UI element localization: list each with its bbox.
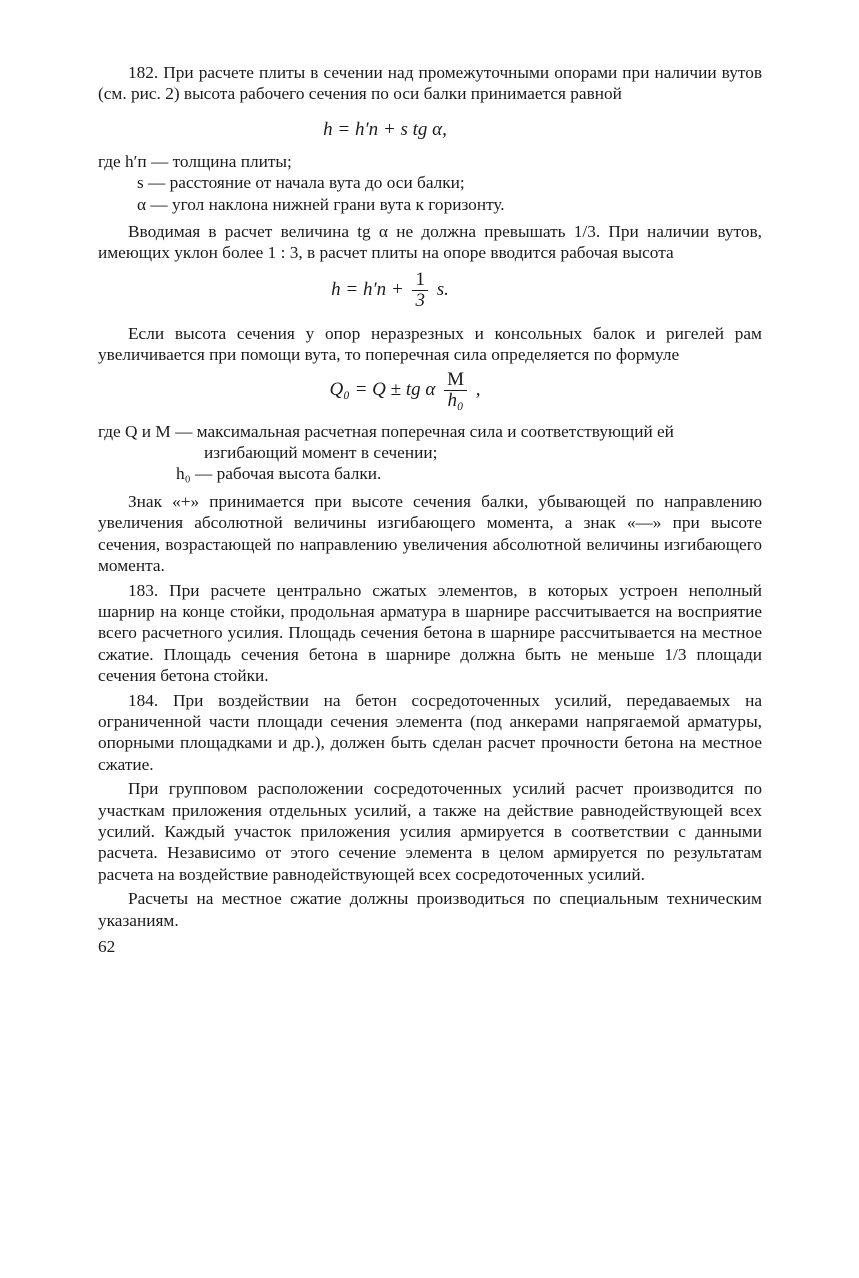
definition-haunch-distance: s — расстояние от начала вута до оси балки; — [137, 173, 465, 193]
definition-haunch-angle: α — угол наклона нижней грани вута к горизонту. — [137, 194, 505, 214]
definitions-block-2 — [98, 421, 762, 485]
equation-left: h = h′п + — [331, 278, 404, 300]
equation-left: Q₀ = Q ± tg α — [329, 378, 436, 400]
definition-slab-thickness: где h′п — толщина плиты; — [98, 151, 292, 171]
paragraph-184-group-loads: При групповом расположении сосредоточенных усилий расчет производится по участкам приложения отдельных усилий, а также на действие равнодействующей всех усилий. Каждый участок приложения усилия армируется в соответствии с данными расчета. Независимо от этого сечение элемента в целом армируется по результатам расчета на воздействие равнодействующей всех сосредоточенных усилий. — [98, 779, 762, 884]
paragraph-182-intro: 182. При расчете плиты в сечении над промежуточными опорами при наличии вутов (см. рис. 2) высота рабочего сечения по оси балки принимается равной — [98, 63, 762, 104]
fraction-denominator: 3 — [415, 289, 425, 311]
paragraph-182-shear-force: Если высота сечения у опор неразрезных и консольных балок и ригелей рам увеличивается при помощи вута, то поперечная сила определяется по формуле — [98, 323, 762, 365]
fraction-numerator: 1 — [412, 270, 428, 291]
paragraph-182-sign-rule: Знак «+» принимается при высоте сечения балки, убывающей по направлению увеличения абсолютной величины изгибающего момента, а знак «—» при высоте сечения, возрастающей по направлению увеличения абсолютной величины изгибающего момента. — [98, 491, 762, 576]
equation-shear-force — [48, 370, 762, 411]
fraction-one-third — [412, 270, 428, 311]
page-content — [98, 62, 762, 957]
paragraph-184-note: Расчеты на местное сжатие должны производиться по специальным техническим указаниям. — [98, 889, 762, 930]
equation-working-height — [18, 270, 762, 311]
paragraph-184: 184. При воздействии на бетон сосредоточенных усилий, передаваемых на ограниченной части площади сечения элемента (под анкерами напрягаемой арматуры, опорными площадками и др.), должен быть сделан расчет прочности бетона на местное сжатие. — [98, 690, 762, 774]
fraction-denominator: h₀ — [447, 389, 464, 411]
equation-height: h = h′п + s tg α, — [323, 118, 447, 140]
equation-right: s. — [436, 278, 449, 300]
fraction-numerator: M — [444, 370, 467, 391]
definitions-block-1 — [98, 151, 762, 215]
definition-shear-moment: где Q и M — максимальная расчетная поперечная сила и соответствующий ей изгибающий момент в сечении; — [98, 421, 674, 463]
equation-right: , — [475, 378, 481, 400]
definition-working-height: h₀ — рабочая высота балки. — [176, 464, 382, 484]
paragraph-182-tg-limit: Вводимая в расчет величина tg α не должна превышать 1/3. При наличии вутов, имеющих уклон более 1 : 3, в расчет плиты на опоре вводится рабочая высота — [98, 222, 762, 263]
paragraph-183: 183. При расчете центрально сжатых элементов, в которых устроен неполный шарнир на конце стойки, продольная арматура в шарнире рассчитывается на восприятие всего расчетного усилия. Площадь сечения бетона в шарнире рассчитывается на местное сжатие. Площадь сечения бетона в шарнире должна быть не меньше 1/3 площади сечения бетона стойки. — [98, 580, 762, 686]
page-number: 62 — [98, 937, 116, 956]
fraction-moment-height — [444, 370, 467, 411]
